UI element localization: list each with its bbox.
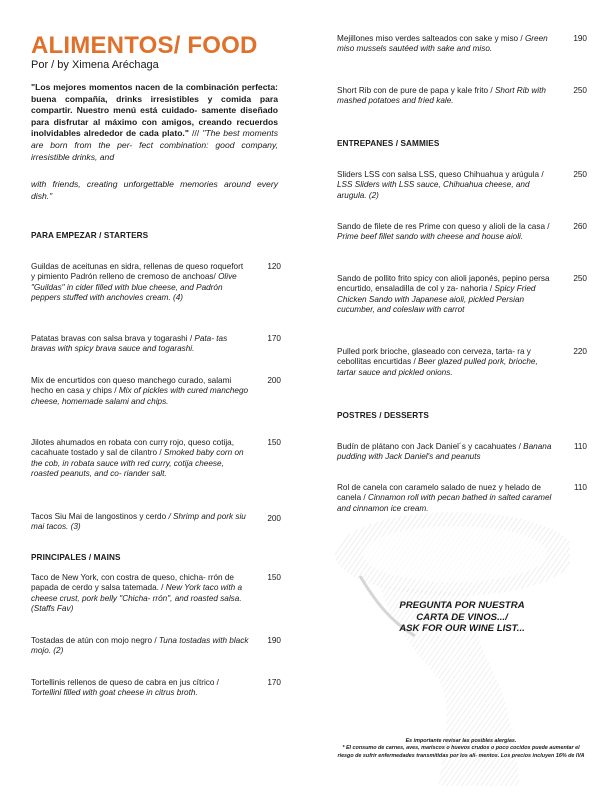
menu-item-tortellinis: Tortellinis rellenos de queso de cabra en jus cítrico / Tortellini filled with goat cheese in citrus broth. 170 bbox=[31, 678, 281, 698]
price: 110 bbox=[573, 442, 587, 451]
wine-list-callout bbox=[372, 600, 552, 635]
price: 110 bbox=[573, 483, 587, 492]
intro-separator: /// bbox=[188, 128, 203, 139]
menu-item-rol-canela: Rol de canela con caramelo salado de nuez y helado de canela / Cinnamon roll with pecan bathed in salted caramel and cinnamon ice cream. 110 bbox=[337, 483, 587, 513]
menu-item-tacos-siu-mai: Tacos Siu Mai de langostinos y cerdo / Shrimp and pork siu mai tacos. (3) 200 bbox=[31, 512, 281, 532]
menu-item-sliders: Sliders LSS con salsa LSS, queso Chihuahua y arúgula / LSS Sliders with LSS sauce, Chihuahua cheese, and arugula. (2) 250 bbox=[337, 170, 587, 200]
menu-item-short-rib: Short Rib con de pure de papa y kale frito / Short Rib with mashed potatoes and fried kale. 250 bbox=[337, 86, 587, 106]
wine-line-3: ASK FOR OUR WINE LIST... bbox=[399, 623, 525, 634]
price: 200 bbox=[267, 514, 281, 523]
price: 190 bbox=[573, 34, 587, 43]
section-starters: PARA EMPEZAR / STARTERS bbox=[31, 231, 149, 240]
section-sammies: ENTREPANES / SAMMIES bbox=[337, 139, 440, 148]
intro-paragraph bbox=[31, 82, 278, 202]
section-mains: PRINCIPALES / MAINS bbox=[31, 553, 121, 562]
menu-item-budin: Budín de plátano con Jack Daniel´s y cacahuates / Banana pudding with Jack Daniel's and peanuts 110 bbox=[337, 442, 587, 462]
price: 200 bbox=[267, 376, 281, 385]
intro-english-2: with friends, creating unforgettable memories around every dish." bbox=[31, 179, 278, 201]
allergy-disclaimer bbox=[335, 738, 587, 760]
price: 120 bbox=[267, 262, 281, 271]
price: 170 bbox=[267, 334, 281, 343]
menu-item-taco-new-york: Taco de New York, con costra de queso, chicha- rrón de papada de cerdo y salsa tatemada. / New York taco with a cheese crust, pork belly "Chicha- rrón", and roasted salsa. (Staffs Fav) 150 bbox=[31, 573, 281, 614]
price: 260 bbox=[573, 222, 587, 231]
price: 220 bbox=[573, 347, 587, 356]
price: 150 bbox=[267, 438, 281, 447]
disclaimer-line-1: Es importante revisar las posibles alergias. bbox=[405, 738, 517, 744]
menu-item-patatas-bravas: Patatas bravas con salsa brava y togarashi / Pata- tas bravas with spicy brava sauce and togarashi. 170 bbox=[31, 334, 281, 354]
price: 150 bbox=[267, 573, 281, 582]
menu-item-tostadas-atun: Tostadas de atún con mojo negro / Tuna tostadas with black mojo. (2) 190 bbox=[31, 636, 281, 656]
menu-item-encurtidos: Mix de encurtidos con queso manchego curado, salami hecho en casa y chips / Mix of pickles with cured manchego cheese, homemade salami and chips. 200 bbox=[31, 376, 281, 406]
menu-item-guildas: Guildas de aceitunas en sidra, rellenas de queso roquefort y pimiento Padrón relleno de cremoso de anchoas/ Olive "Guildas" in cider filled with blue cheese, and Padrón peppers stuffed with anchovies cream. (4) 120 bbox=[31, 262, 281, 303]
price: 250 bbox=[573, 274, 587, 283]
intro-spanish: "Los mejores momentos nacen de la combinación perfecta: buena compañía, drinks irresistibles y comida para compartir. Nuestro menú está cuidado- samente diseñado para disfrutar al máximo con amigos, creando recuerdos inolvidables alrededor de cada plato." bbox=[31, 82, 278, 139]
menu-item-pulled-pork: Pulled pork brioche, glaseado con cerveza, tarta- ra y cebollitas encurtidas / Beer glazed pulled pork, brioche, tartar sauce and pickled onions. 220 bbox=[337, 347, 587, 377]
price: 190 bbox=[267, 636, 281, 645]
wine-line-1: PREGUNTA POR NUESTRA bbox=[399, 600, 525, 611]
section-desserts: POSTRES / DESSERTS bbox=[337, 411, 429, 420]
menu-item-jilotes: Jilotes ahumados en robata con curry rojo, queso cotija, cacahuate tostado y sal de cilantro / Smoked baby corn on the cob, in robata sauce with red curry, cotija cheese, roasted peanuts, and co- riander salt. 150 bbox=[31, 438, 281, 479]
price: 250 bbox=[573, 86, 587, 95]
author-byline: Por / by Ximena Aréchaga bbox=[31, 59, 159, 71]
wine-line-2: CARTA DE VINOS.../ bbox=[416, 611, 508, 623]
menu-title: ALIMENTOS/ FOOD bbox=[31, 32, 258, 59]
menu-item-sando-pollito: Sando de pollito frito spicy con alioli japonés, pepino persa encurtido, ensaladilla de col y za- nahoria / Spicy Fried Chicken Sando with Japanese aioli, pickled Persian cucumber, and coleslaw with carrot 250 bbox=[337, 274, 587, 315]
intro-english-1: "The best moments are born from the per- fect combination: good company, irresistible drinks, and bbox=[31, 128, 278, 162]
menu-item-mejillones: Mejillones miso verdes salteados con sake y miso / Green miso mussels sautéed with sake and miso. 190 bbox=[337, 34, 587, 54]
price: 250 bbox=[573, 170, 587, 179]
menu-item-sando-filete: Sando de filete de res Prime con queso y alioli de la casa / Prime beef fillet sando with cheese and house aioli. 260 bbox=[337, 222, 587, 242]
price: 170 bbox=[267, 678, 281, 687]
disclaimer-line-2: * El consumo de carnes, aves, mariscos o huevos crudos o poco cocidos puede aumentar el riesgo de sufrir enfermedades transmitidas por los ali- mentos. Los precios incluyen 16% de IVA bbox=[337, 745, 585, 759]
